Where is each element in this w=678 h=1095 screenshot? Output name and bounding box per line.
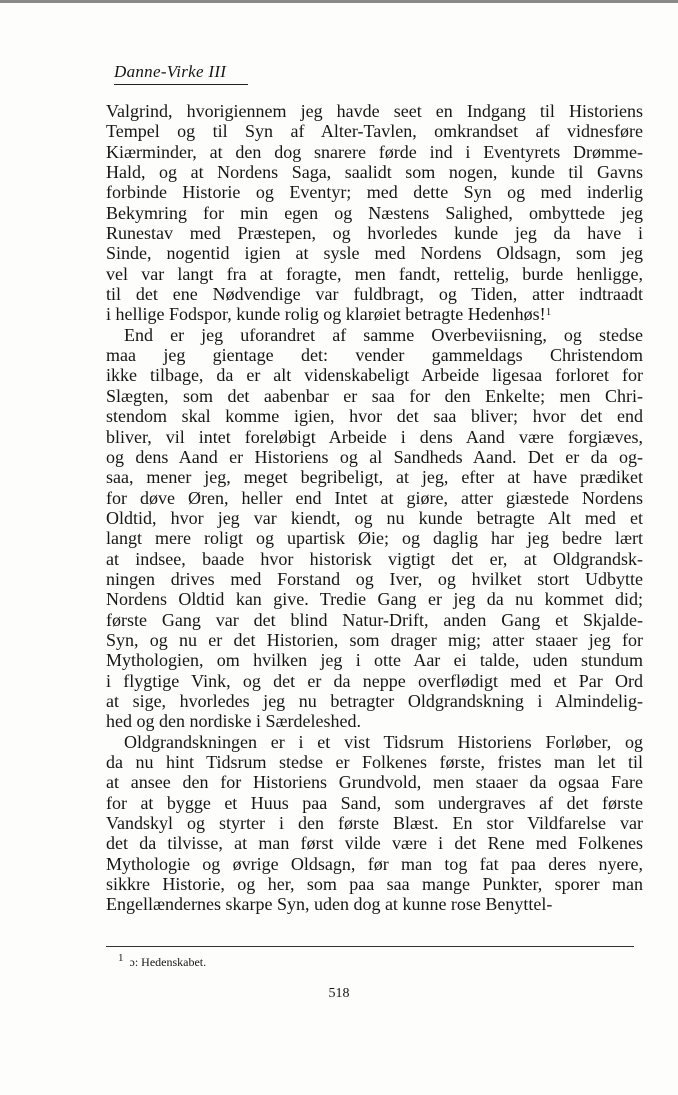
text-line: hed og den nordiske i Særdeleshed. <box>106 711 361 732</box>
text-line: bliver, vil intet foreløbigt Arbeide i dens Aand være forgiæves, <box>106 426 643 447</box>
text-line: Syn, og nu er det Historien, som drager mig; atter staaer jeg for <box>106 629 643 650</box>
text-line: maa jeg gientage det: vender gammeldags Christendom <box>106 345 643 366</box>
footnote-text: ɔ: Hedenskabet. <box>129 955 207 969</box>
text-line: i flygtige Vink, og det er da neppe overflødigt med et Par Ord <box>106 670 643 691</box>
text-line: Engellændernes skarpe Syn, uden dog at kunne rose Benyttel- <box>106 894 553 915</box>
text-line: Nordens Oldtid kan give. Tredie Gang er jeg da nu kommet did; <box>106 589 643 610</box>
text-line: det da tilvisse, at man først vilde være i det Rene med Folkenes <box>106 833 643 854</box>
text-line: Oldgrandskningen er i et vist Tidsrum Historiens Forløber, og <box>124 731 643 752</box>
footnote-divider <box>106 946 634 947</box>
text-line: stendom skal komme igien, hvor det saa bliver; hvor det end <box>106 406 643 427</box>
text-line: Oldtid, hvor jeg var kiendt, og nu kunde betragte Alt med et <box>106 507 643 528</box>
text-line: for at bygge et Huus paa Sand, som undergraves af det første <box>106 792 643 813</box>
text-line: første Gang var det blind Natur-Drift, anden Gang et Skjalde- <box>106 609 643 630</box>
text-line: Kiærminder, at den dog snarere førde ind i Eventyrets Drømme- <box>106 141 643 162</box>
text-line: for døve Øren, heller end Intet at giøre, atter giæstede Nordens <box>106 487 643 508</box>
text-line: End er jeg uforandret af samme Overbeviisning, og stedse <box>124 324 643 345</box>
text-line: Hald, og at Nordens Saga, saalidt som nogen, kunde til Gavns <box>106 162 643 183</box>
footnote <box>118 952 207 970</box>
page-top-edge <box>0 0 678 3</box>
text-line: ningen drives med Forstand og Iver, og hvilket stort Udbytte <box>106 568 643 589</box>
running-head: Danne-Virke III <box>114 62 227 81</box>
text-line: Bekymring for min egen og Næstens Salighed, ombyttede jeg <box>106 202 643 223</box>
text-line: Valgrind, hvorigiennem jeg havde seet en Indgang til Historiens <box>106 101 643 121</box>
body-text <box>106 101 643 915</box>
text-line: da nu hint Tidsrum stedse er Folkenes første, fristes man let til <box>106 752 643 772</box>
text-line: Sinde, nogentid igien at sysle med Nordens Oldsagn, som jeg <box>106 243 643 264</box>
text-line: at sige, hvorledes jeg nu betragter Oldgrandskning i Almindelig- <box>106 690 643 711</box>
text-line: sikkre Historie, og her, som paa saa mange Punkter, sporer man <box>106 874 643 895</box>
text-line: langt mere roligt og upartisk Øie; og daglig har jeg bedre lært <box>106 528 643 549</box>
running-head-rule <box>114 84 248 85</box>
text-line: Runestav med Præstepen, og hvorledes kunde jeg da have i <box>106 223 643 244</box>
text-line: forbinde Historie og Eventyr; med dette Syn og med inderlig <box>106 182 643 203</box>
footnote-reference: 1 <box>545 306 552 319</box>
text-line: Mythologien, om hvilken jeg i otte Aar ei talde, uden stundum <box>106 650 643 671</box>
text-line: i hellige Fodspor, kunde rolig og klarøiet betragte Hedenhøs!$^1$ <box>106 304 552 325</box>
text-line: og dens Aand er Historiens og al Sandheds Aand. Det er da og- <box>106 446 643 467</box>
text-line: Slægten, som det aabenbar er saa for den Enkelte; men Chri- <box>106 385 643 406</box>
text-line: saa, mener jeg, meget begribeligt, at jeg, efter at have prædiket <box>106 467 643 488</box>
text-line: til det ene Nødvendige var fuldbragt, og Tiden, atter indtraadt <box>106 284 643 305</box>
footnote-marker: 1 <box>118 952 124 964</box>
page-number: 518 <box>328 986 350 1001</box>
text-line: Vandskyl og styrter i den første Blæst. En stor Vildfarelse var <box>106 813 643 834</box>
text-line: at indsee, baade hvor historisk vigtigt det er, at Oldgrandsk- <box>106 548 643 569</box>
text-line: at ansee den for Historiens Grundvold, men staaer da ogsaa Fare <box>106 772 643 793</box>
text-line: vel var langt fra at foragte, men fandt, rettelig, burde henligge, <box>106 263 643 284</box>
text-line: ikke tilbage, da er alt videnskabeligt Arbeide ligesaa forloret for <box>106 365 643 386</box>
text-line: Tempel og til Syn af Alter-Tavlen, omkrandset af vidnesføre <box>106 121 643 142</box>
text-line: Mythologie og øvrige Oldsagn, før man tog fat paa deres nyere, <box>106 853 643 874</box>
